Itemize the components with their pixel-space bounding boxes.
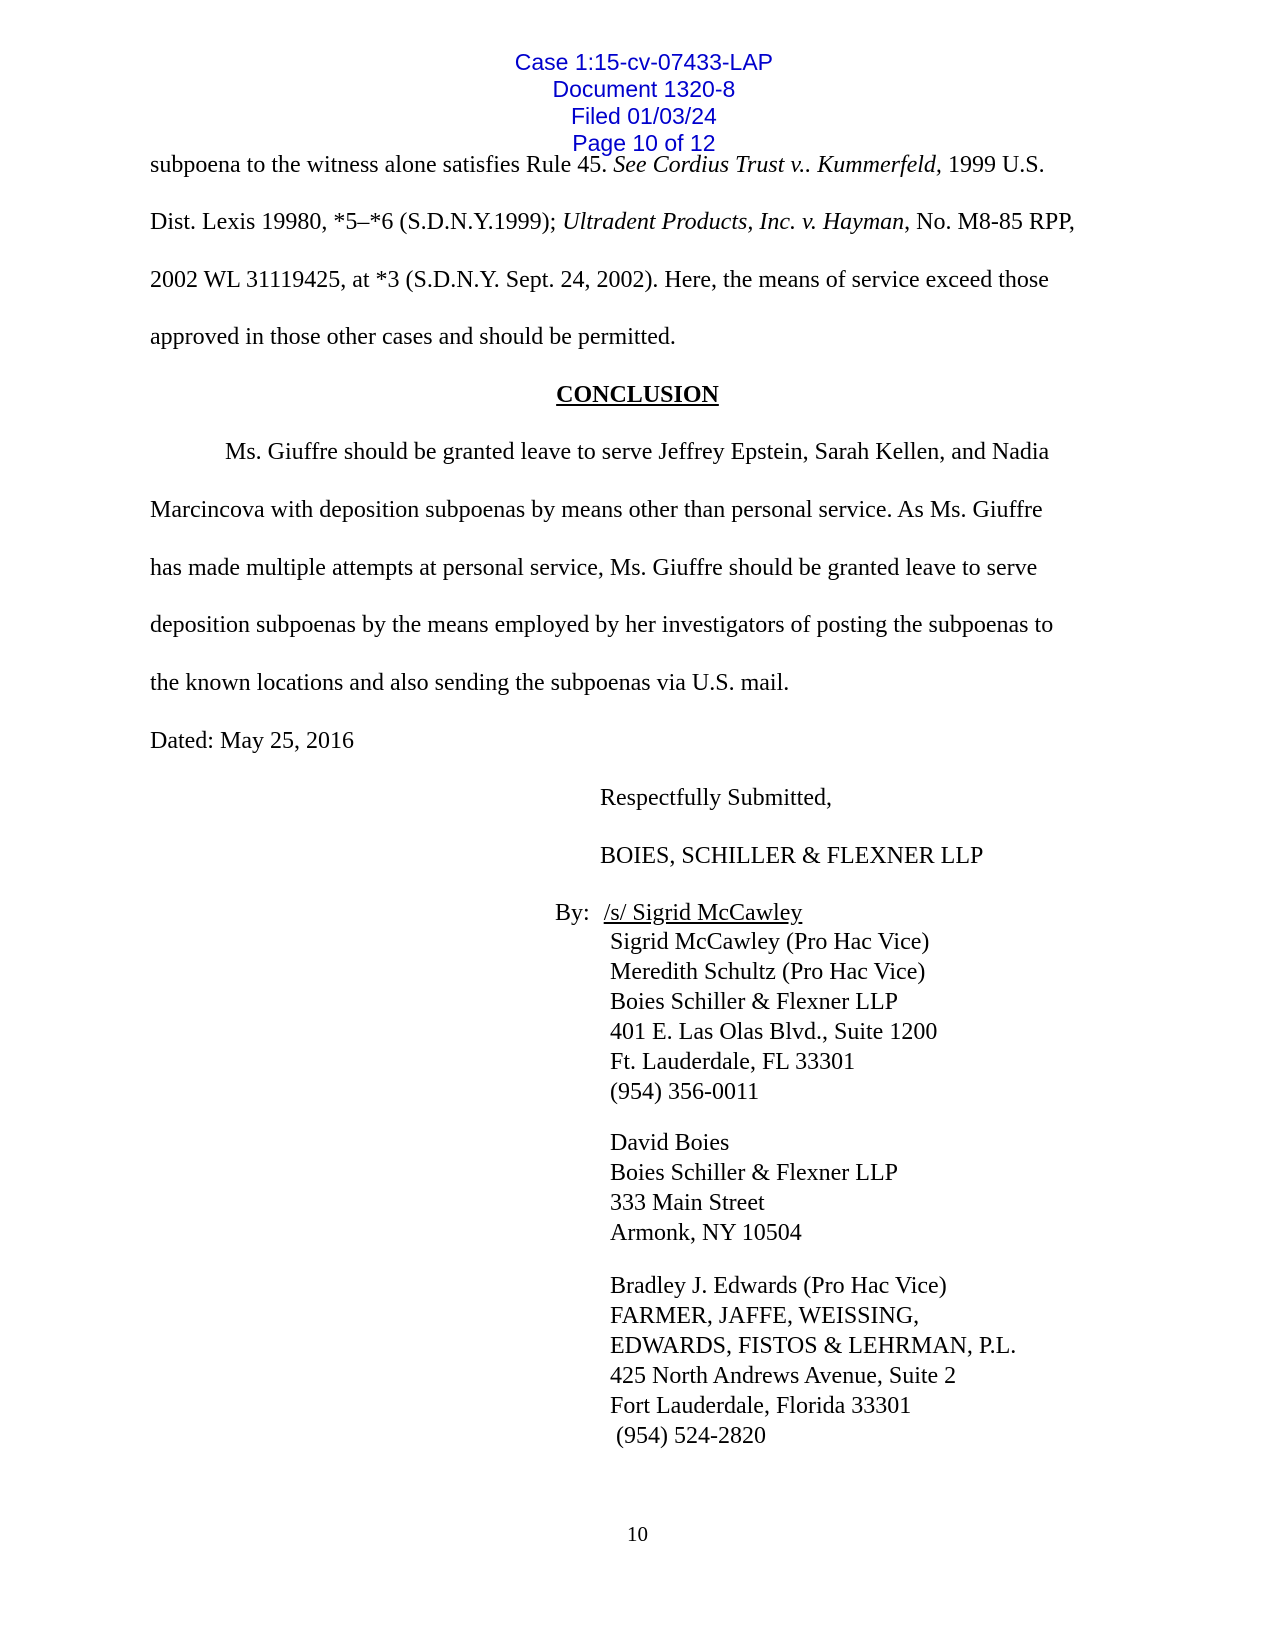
body-text: Dist. Lexis 19980, *5–*6 (S.D.N.Y.1999); — [150, 209, 563, 235]
document-number: Document 1320-8 — [552, 76, 736, 102]
body-text: subpoena to the witness alone satisfies Rule 45. — [150, 152, 614, 178]
body-line-1 — [150, 150, 1045, 180]
attorney-line: EDWARDS, FISTOS & LEHRMAN, P.L. — [610, 1333, 1017, 1359]
attorney-block-1 — [610, 927, 937, 1107]
case-citation: Ultradent Products, Inc. v. Hayman — [562, 209, 905, 235]
dated-line: Dated: May 25, 2016 — [150, 728, 354, 754]
attorney-line: Sigrid McCawley (Pro Hac Vice) — [610, 929, 930, 955]
attorney-block-3 — [610, 1271, 1016, 1451]
attorney-line: Ft. Lauderdale, FL 33301 — [610, 1049, 856, 1075]
conclusion-line-5: the known locations and also sending the subpoenas via U.S. mail. — [150, 670, 790, 696]
conclusion-heading: CONCLUSION — [556, 382, 719, 408]
filing-header — [0, 22, 1275, 157]
page-indicator: Page 10 of 12 — [572, 130, 716, 156]
attorney-line: Bradley J. Edwards (Pro Hac Vice) — [610, 1273, 947, 1299]
attorney-line: 401 E. Las Olas Blvd., Suite 1200 — [610, 1019, 938, 1045]
attorney-line: FARMER, JAFFE, WEISSING, — [610, 1303, 920, 1329]
attorney-line: Armonk, NY 10504 — [610, 1220, 802, 1246]
attorney-line: Boies Schiller & Flexner LLP — [610, 1160, 898, 1186]
signature-line — [555, 898, 802, 928]
body-text: 1999 U.S. — [941, 152, 1045, 178]
conclusion-line-2: Marcincova with deposition subpoenas by means other than personal service. As Ms. Giuffre — [150, 497, 1043, 523]
closing: Respectfully Submitted, — [600, 785, 832, 811]
case-number: Case 1:15-cv-07433-LAP — [514, 49, 774, 75]
attorney-line: (954) 356-0011 — [610, 1079, 760, 1105]
conclusion-line-3: has made multiple attempts at personal service, Ms. Giuffre should be granted leave to serve — [150, 555, 1038, 581]
attorney-line: 333 Main Street — [610, 1190, 765, 1216]
page-number: 10 — [627, 1522, 648, 1546]
body-text: , No. M8-85 RPP, — [904, 209, 1075, 235]
attorney-line: Meredith Schultz (Pro Hac Vice) — [610, 959, 926, 985]
attorney-block-2 — [610, 1128, 898, 1248]
filed-date: Filed 01/03/24 — [571, 103, 717, 129]
firm-name: BOIES, SCHILLER & FLEXNER LLP — [600, 843, 984, 869]
attorney-line: (954) 524-2820 — [610, 1423, 766, 1449]
case-citation: See Cordius Trust v.. Kummerfeld, — [613, 152, 942, 178]
body-line-2 — [150, 207, 1075, 237]
body-line-4: approved in those other cases and should be permitted. — [150, 324, 676, 350]
attorney-line: 425 North Andrews Avenue, Suite 2 — [610, 1363, 957, 1389]
attorney-line: Fort Lauderdale, Florida 33301 — [610, 1393, 912, 1419]
conclusion-line-4: deposition subpoenas by the means employed by her investigators of posting the subpoenas to — [150, 612, 1054, 638]
by-label: By: — [555, 900, 590, 926]
electronic-signature: /s/ Sigrid McCawley — [603, 900, 803, 926]
body-line-3: 2002 WL 31119425, at *3 (S.D.N.Y. Sept. 24, 2002). Here, the means of service exceed those — [150, 267, 1049, 293]
conclusion-line-1: Ms. Giuffre should be granted leave to serve Jeffrey Epstein, Sarah Kellen, and Nadia — [225, 439, 1050, 465]
attorney-line: David Boies — [610, 1130, 730, 1156]
attorney-line: Boies Schiller & Flexner LLP — [610, 989, 898, 1015]
